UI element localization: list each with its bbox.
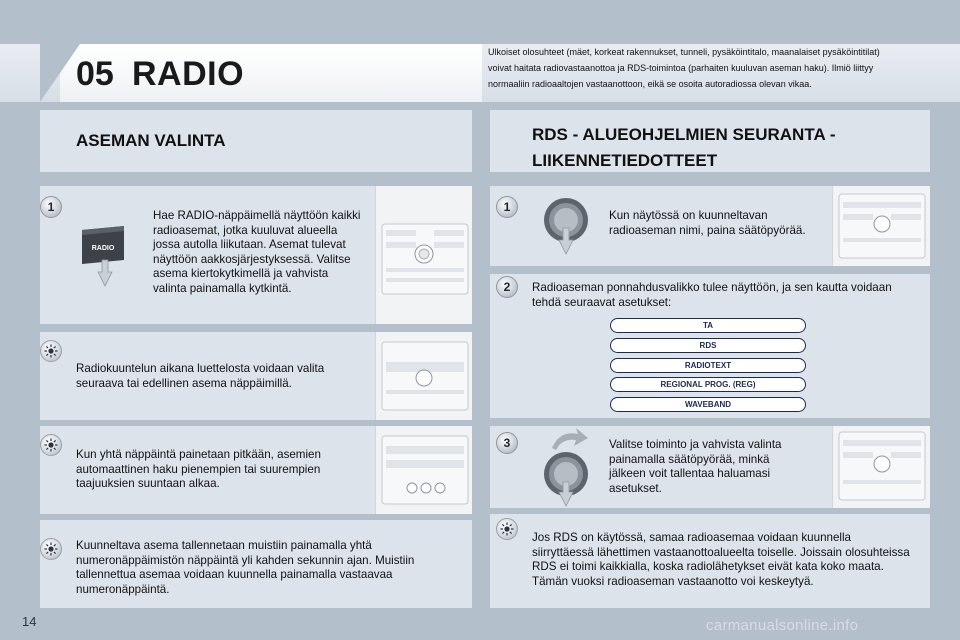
menu-option-radiotext[interactable]: RADIOTEXT [610, 358, 806, 373]
tip-icon [40, 340, 62, 362]
right-tip-text: Jos RDS on käytössä, samaa radioasemaa voidaan kuunnella siirryttäessä lähettimen vastaanottoalueelta toiselle. Joissain olosuhteissa RDS ei toimi kaikkialla, koska radiolähetykset eivät kata koko maata. Tämän vuoksi radioaseman vastaanotto voi keskeytyä. [532, 531, 910, 588]
radio-device-illustration [375, 426, 472, 514]
chapter-title: RADIO [132, 55, 245, 93]
menu-option-regional-prog[interactable]: REGIONAL PROG. (REG) [610, 377, 806, 392]
radio-device-illustration [832, 426, 930, 508]
left-tip3-text: Kuunneltava asema tallennetaan muistiin painamalla yhtä numeronäppäimistön näppäintä yli kahden sekunnin ajan. Muistiin tallennettua asemaa voidaan kuunnella painamalla vastaavaa numeronäppäintä. [76, 539, 415, 596]
radio-device-illustration [375, 186, 472, 324]
right-step1-text: Kun näytössä on kuunneltavan radioaseman nimi, paina säätöpyörää. [609, 209, 806, 237]
radio-button-icon [80, 226, 130, 286]
radio-device-illustration [832, 186, 930, 266]
left-tip2-text: Kun yhtä näppäintä painetaan pitkään, asemien automaattinen haku pienempien tai suurempien taajuuksien suuntaan alkaa. [76, 448, 321, 490]
tip-icon [40, 538, 62, 560]
chapter-number: 05 [76, 55, 114, 93]
page-number: 14 [22, 614, 37, 629]
left-step1-text: Hae RADIO-näppäimellä näyttöön kaikki radioasemat, jotka kuuluvat alueella jossa autolla liikutaan. Asemat tulevat näyttöön aakkosjärjestyksessä. Valitse asema kiertokytkimellä ja vahvista valinta painamalla kytkintä. [153, 209, 361, 295]
right-section-title [532, 122, 836, 174]
watermark: carmanualsonline.info [706, 617, 859, 634]
step-badge-1: 1 [40, 196, 62, 218]
left-tip1-text: Radiokuuntelun aikana luettelosta voidaan valita seuraava tai edellinen asema näppäimillä. [76, 362, 325, 390]
tip-icon [496, 518, 518, 540]
selector-wheel-press-icon [540, 194, 592, 258]
right-section-title-line2: LIIKENNETIEDOTTEET [532, 151, 718, 170]
right-step2-text: Radioaseman ponnahdusvalikko tulee näyttöön, ja sen kautta voidaan tehdä seuraavat asetukset: [532, 281, 892, 309]
step-badge-2: 2 [496, 276, 518, 298]
menu-option-rds[interactable]: RDS [610, 338, 806, 353]
step-badge-1: 1 [496, 196, 518, 218]
menu-option-ta[interactable]: TA [610, 318, 806, 333]
step-badge-3: 3 [496, 432, 518, 454]
intro-text: Ulkoiset olosuhteet (mäet, korkeat rakennukset, tunneli, pysäköintitalo, maanalaiset pysäköintitilat) voivat haitata radiovastaanottoa ja RDS-toimintoa (parhaiten kuuluvan aseman haku). Ilmiö liittyy normaaliin radioaaltojen vastaanottoon, eikä se osoita autoradiossa olevan vikaa. [488, 47, 880, 89]
selector-wheel-turn-press-icon [540, 426, 592, 508]
radio-device-illustration [375, 332, 472, 420]
menu-option-waveband[interactable]: WAVEBAND [610, 397, 806, 412]
left-section-title: ASEMAN VALINTA [76, 131, 226, 150]
tip-icon [40, 434, 62, 456]
radio-button-label: RADIO [91, 245, 115, 252]
header-title-area [60, 44, 482, 102]
right-section-title-line1: RDS - ALUEOHJELMIEN SEURANTA - [532, 125, 836, 144]
right-step3-text: Valitse toiminto ja vahvista valinta painamalla säätöpyörää, minkä jälkeen voit tallentaa haluamasi asetukset. [609, 438, 782, 495]
